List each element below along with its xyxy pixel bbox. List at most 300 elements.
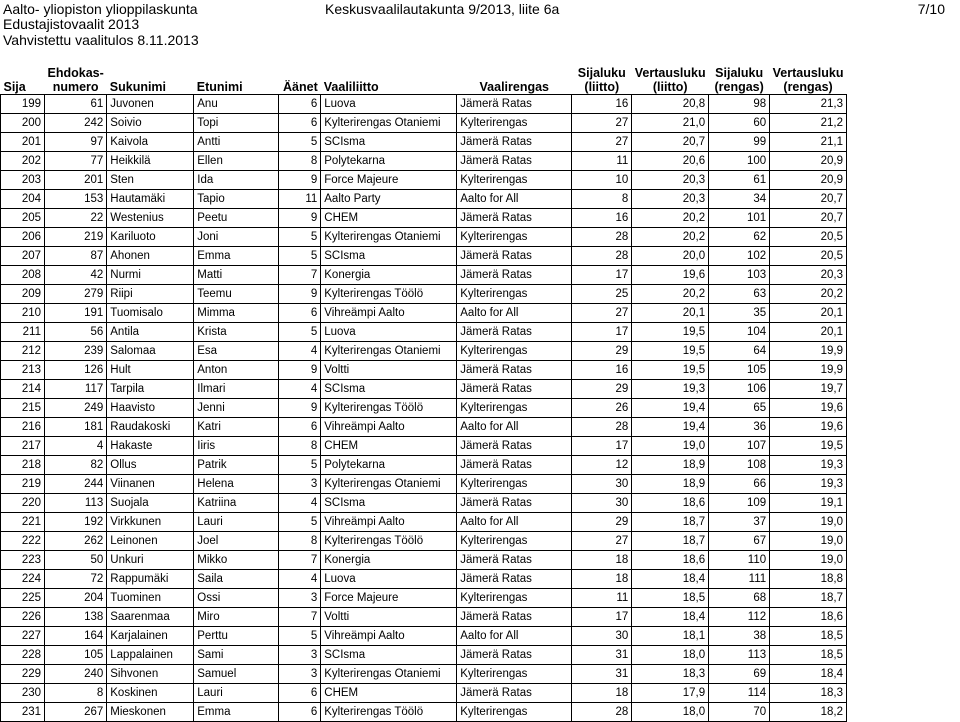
cell-aanet: 7 xyxy=(279,551,321,570)
cell-vertausluku-liitto: 20,8 xyxy=(632,95,709,114)
cell-sijaluku-liitto: 30 xyxy=(572,494,632,513)
cell-sija: 200 xyxy=(1,114,45,133)
cell-vaaliliitto: SCIsma xyxy=(321,380,457,399)
cell-ehdokasnumero: 181 xyxy=(45,418,107,437)
cell-vertausluku-rengas: 20,7 xyxy=(770,190,847,209)
cell-aanet: 7 xyxy=(279,608,321,627)
cell-vertausluku-rengas: 19,3 xyxy=(770,456,847,475)
cell-sijaluku-rengas: 114 xyxy=(709,684,770,703)
cell-vaaliliitto: Kylterirengas Otaniemi xyxy=(321,114,457,133)
cell-aanet: 8 xyxy=(279,532,321,551)
cell-vaaliliitto: CHEM xyxy=(321,684,457,703)
cell-vaalirengas: Kylterirengas xyxy=(457,475,572,494)
cell-sija: 211 xyxy=(1,323,45,342)
cell-vaaliliitto: Konergia xyxy=(321,551,457,570)
cell-aanet: 4 xyxy=(279,494,321,513)
cell-sija: 204 xyxy=(1,190,45,209)
cell-sukunimi: Kaivola xyxy=(107,133,194,152)
cell-vaalirengas: Jämerä Ratas xyxy=(457,570,572,589)
cell-vertausluku-liitto: 18,3 xyxy=(632,665,709,684)
table-row xyxy=(1,646,847,665)
cell-ehdokasnumero: 192 xyxy=(45,513,107,532)
cell-sukunimi: Sihvonen xyxy=(107,665,194,684)
table-row xyxy=(1,570,847,589)
cell-vaaliliitto: Konergia xyxy=(321,266,457,285)
cell-sijaluku-rengas: 108 xyxy=(709,456,770,475)
cell-aanet: 6 xyxy=(279,418,321,437)
cell-vaaliliitto: Polytekarna xyxy=(321,456,457,475)
cell-aanet: 9 xyxy=(279,285,321,304)
cell-sijaluku-rengas: 68 xyxy=(709,589,770,608)
cell-ehdokasnumero: 72 xyxy=(45,570,107,589)
cell-sija: 223 xyxy=(1,551,45,570)
cell-sija: 210 xyxy=(1,304,45,323)
cell-sukunimi: Hakaste xyxy=(107,437,194,456)
cell-vaalirengas: Jämerä Ratas xyxy=(457,133,572,152)
cell-sija: 225 xyxy=(1,589,45,608)
cell-sijaluku-rengas: 111 xyxy=(709,570,770,589)
cell-vertausluku-liitto: 19,6 xyxy=(632,266,709,285)
cell-sijaluku-liitto: 27 xyxy=(572,532,632,551)
cell-sija: 207 xyxy=(1,247,45,266)
table-row xyxy=(1,665,847,684)
cell-sijaluku-liitto: 18 xyxy=(572,570,632,589)
cell-ehdokasnumero: 244 xyxy=(45,475,107,494)
table-row xyxy=(1,266,847,285)
cell-vertausluku-liitto: 20,2 xyxy=(632,228,709,247)
cell-vaalirengas: Jämerä Ratas xyxy=(457,152,572,171)
cell-etunimi: Perttu xyxy=(194,627,279,646)
cell-vertausluku-rengas: 18,5 xyxy=(770,627,847,646)
cell-vertausluku-rengas: 19,5 xyxy=(770,437,847,456)
cell-sukunimi: Haavisto xyxy=(107,399,194,418)
table-row xyxy=(1,171,847,190)
cell-vaalirengas: Aalto for All xyxy=(457,418,572,437)
cell-sukunimi: Hautamäki xyxy=(107,190,194,209)
cell-sijaluku-liitto: 28 xyxy=(572,703,632,722)
cell-etunimi: Peetu xyxy=(194,209,279,228)
cell-aanet: 4 xyxy=(279,380,321,399)
cell-etunimi: Ellen xyxy=(194,152,279,171)
cell-sukunimi: Nurmi xyxy=(107,266,194,285)
table-row xyxy=(1,304,847,323)
cell-etunimi: Patrik xyxy=(194,456,279,475)
table-row xyxy=(1,190,847,209)
table-row xyxy=(1,684,847,703)
cell-vertausluku-rengas: 19,6 xyxy=(770,418,847,437)
result-status: Vahvistettu vaalitulos 8.11.2013 xyxy=(3,32,199,48)
cell-sija: 206 xyxy=(1,228,45,247)
cell-sukunimi: Tarpila xyxy=(107,380,194,399)
cell-vaaliliitto: SCIsma xyxy=(321,494,457,513)
cell-sijaluku-liitto: 29 xyxy=(572,342,632,361)
cell-vaalirengas: Jämerä Ratas xyxy=(457,380,572,399)
table-row xyxy=(1,285,847,304)
cell-etunimi: Tapio xyxy=(194,190,279,209)
cell-vertausluku-liitto: 17,9 xyxy=(632,684,709,703)
cell-etunimi: Krista xyxy=(194,323,279,342)
cell-sukunimi: Kariluoto xyxy=(107,228,194,247)
cell-vaaliliitto: Kylterirengas Otaniemi xyxy=(321,228,457,247)
cell-sija: 205 xyxy=(1,209,45,228)
cell-vertausluku-liitto: 19,4 xyxy=(632,399,709,418)
cell-vaaliliitto: Luova xyxy=(321,323,457,342)
cell-ehdokasnumero: 8 xyxy=(45,684,107,703)
cell-vaaliliitto: CHEM xyxy=(321,209,457,228)
cell-vertausluku-rengas: 19,9 xyxy=(770,361,847,380)
table-row xyxy=(1,228,847,247)
cell-sijaluku-liitto: 16 xyxy=(572,361,632,380)
col-header-aanet: Äänet xyxy=(279,59,321,95)
cell-etunimi: Joel xyxy=(194,532,279,551)
cell-sijaluku-liitto: 10 xyxy=(572,171,632,190)
table-row xyxy=(1,608,847,627)
cell-vaaliliitto: Vihreämpi Aalto xyxy=(321,304,457,323)
table-header-row xyxy=(1,59,847,95)
col-header-vaaliliitto: Vaaliliitto xyxy=(321,59,457,95)
cell-vaalirengas: Jämerä Ratas xyxy=(457,437,572,456)
cell-sija: 199 xyxy=(1,95,45,114)
cell-vaalirengas: Kylterirengas xyxy=(457,171,572,190)
cell-sijaluku-rengas: 98 xyxy=(709,95,770,114)
cell-sija: 203 xyxy=(1,171,45,190)
cell-aanet: 8 xyxy=(279,437,321,456)
cell-vaalirengas: Jämerä Ratas xyxy=(457,684,572,703)
cell-sijaluku-liitto: 28 xyxy=(572,247,632,266)
cell-sijaluku-liitto: 27 xyxy=(572,114,632,133)
cell-sijaluku-rengas: 36 xyxy=(709,418,770,437)
cell-vaaliliitto: Vihreämpi Aalto xyxy=(321,418,457,437)
cell-aanet: 3 xyxy=(279,646,321,665)
cell-aanet: 5 xyxy=(279,228,321,247)
table-row xyxy=(1,152,847,171)
cell-sijaluku-rengas: 103 xyxy=(709,266,770,285)
cell-vaaliliitto: Kylterirengas Töölö xyxy=(321,399,457,418)
cell-vaaliliitto: Vihreämpi Aalto xyxy=(321,627,457,646)
cell-vaalirengas: Jämerä Ratas xyxy=(457,494,572,513)
cell-vaalirengas: Jämerä Ratas xyxy=(457,361,572,380)
cell-sijaluku-liitto: 11 xyxy=(572,152,632,171)
cell-vertausluku-rengas: 18,5 xyxy=(770,646,847,665)
cell-vaalirengas: Jämerä Ratas xyxy=(457,323,572,342)
cell-sijaluku-rengas: 60 xyxy=(709,114,770,133)
cell-aanet: 6 xyxy=(279,684,321,703)
cell-vertausluku-liitto: 19,5 xyxy=(632,323,709,342)
cell-sijaluku-liitto: 17 xyxy=(572,437,632,456)
cell-ehdokasnumero: 113 xyxy=(45,494,107,513)
cell-sija: 201 xyxy=(1,133,45,152)
cell-vertausluku-rengas: 20,1 xyxy=(770,323,847,342)
cell-sukunimi: Mieskonen xyxy=(107,703,194,722)
cell-sukunimi: Hult xyxy=(107,361,194,380)
cell-aanet: 3 xyxy=(279,475,321,494)
cell-vertausluku-rengas: 19,0 xyxy=(770,551,847,570)
cell-sija: 218 xyxy=(1,456,45,475)
cell-sijaluku-liitto: 18 xyxy=(572,684,632,703)
cell-vaalirengas: Aalto for All xyxy=(457,513,572,532)
cell-etunimi: Katri xyxy=(194,418,279,437)
cell-sijaluku-liitto: 17 xyxy=(572,323,632,342)
table-row xyxy=(1,418,847,437)
cell-etunimi: Jenni xyxy=(194,399,279,418)
cell-vertausluku-rengas: 20,3 xyxy=(770,266,847,285)
cell-sijaluku-liitto: 28 xyxy=(572,418,632,437)
cell-vertausluku-liitto: 18,6 xyxy=(632,551,709,570)
cell-ehdokasnumero: 240 xyxy=(45,665,107,684)
cell-sija: 221 xyxy=(1,513,45,532)
cell-ehdokasnumero: 4 xyxy=(45,437,107,456)
cell-sijaluku-liitto: 31 xyxy=(572,665,632,684)
table-row xyxy=(1,342,847,361)
cell-vaaliliitto: Force Majeure xyxy=(321,171,457,190)
cell-sukunimi: Westenius xyxy=(107,209,194,228)
cell-sija: 220 xyxy=(1,494,45,513)
cell-etunimi: Ilmari xyxy=(194,380,279,399)
cell-sukunimi: Unkuri xyxy=(107,551,194,570)
cell-vertausluku-rengas: 18,4 xyxy=(770,665,847,684)
cell-vertausluku-liitto: 20,2 xyxy=(632,285,709,304)
cell-sijaluku-rengas: 37 xyxy=(709,513,770,532)
cell-ehdokasnumero: 267 xyxy=(45,703,107,722)
document-title: Keskusvaalilautakunta 9/2013, liite 6a xyxy=(325,1,560,17)
table-row xyxy=(1,323,847,342)
cell-aanet: 5 xyxy=(279,133,321,152)
cell-ehdokasnumero: 105 xyxy=(45,646,107,665)
cell-vertausluku-liitto: 18,7 xyxy=(632,532,709,551)
cell-sijaluku-rengas: 61 xyxy=(709,171,770,190)
cell-aanet: 5 xyxy=(279,247,321,266)
cell-ehdokasnumero: 50 xyxy=(45,551,107,570)
cell-sijaluku-rengas: 65 xyxy=(709,399,770,418)
cell-ehdokasnumero: 262 xyxy=(45,532,107,551)
cell-ehdokasnumero: 239 xyxy=(45,342,107,361)
cell-vertausluku-liitto: 18,9 xyxy=(632,475,709,494)
cell-ehdokasnumero: 138 xyxy=(45,608,107,627)
cell-aanet: 6 xyxy=(279,703,321,722)
cell-vertausluku-rengas: 19,7 xyxy=(770,380,847,399)
cell-ehdokasnumero: 117 xyxy=(45,380,107,399)
col-header-vertausluku-liitto: Vertausluku (liitto) xyxy=(632,59,709,95)
cell-vertausluku-rengas: 21,1 xyxy=(770,133,847,152)
cell-vaalirengas: Kylterirengas xyxy=(457,342,572,361)
cell-sijaluku-rengas: 35 xyxy=(709,304,770,323)
cell-sukunimi: Ollus xyxy=(107,456,194,475)
cell-vertausluku-rengas: 20,5 xyxy=(770,247,847,266)
col-header-vaalirengas: Vaalirengas xyxy=(457,59,572,95)
cell-vaaliliitto: Kylterirengas Otaniemi xyxy=(321,342,457,361)
cell-sija: 228 xyxy=(1,646,45,665)
cell-sija: 231 xyxy=(1,703,45,722)
cell-etunimi: Ossi xyxy=(194,589,279,608)
cell-sijaluku-rengas: 67 xyxy=(709,532,770,551)
cell-sukunimi: Antila xyxy=(107,323,194,342)
cell-vertausluku-rengas: 18,3 xyxy=(770,684,847,703)
cell-etunimi: Iiris xyxy=(194,437,279,456)
cell-ehdokasnumero: 242 xyxy=(45,114,107,133)
table-row xyxy=(1,95,847,114)
cell-vertausluku-rengas: 19,6 xyxy=(770,399,847,418)
cell-ehdokasnumero: 279 xyxy=(45,285,107,304)
cell-vertausluku-liitto: 18,0 xyxy=(632,646,709,665)
cell-sijaluku-liitto: 11 xyxy=(572,589,632,608)
cell-vertausluku-liitto: 19,5 xyxy=(632,361,709,380)
cell-aanet: 5 xyxy=(279,513,321,532)
table-row xyxy=(1,114,847,133)
cell-sijaluku-liitto: 12 xyxy=(572,456,632,475)
cell-sijaluku-rengas: 113 xyxy=(709,646,770,665)
cell-vertausluku-liitto: 19,5 xyxy=(632,342,709,361)
cell-ehdokasnumero: 204 xyxy=(45,589,107,608)
cell-vertausluku-liitto: 20,7 xyxy=(632,133,709,152)
cell-sijaluku-liitto: 27 xyxy=(572,133,632,152)
cell-aanet: 5 xyxy=(279,456,321,475)
cell-sija: 212 xyxy=(1,342,45,361)
cell-sukunimi: Riipi xyxy=(107,285,194,304)
cell-vaalirengas: Jämerä Ratas xyxy=(457,551,572,570)
cell-aanet: 5 xyxy=(279,627,321,646)
cell-etunimi: Helena xyxy=(194,475,279,494)
cell-sijaluku-rengas: 99 xyxy=(709,133,770,152)
cell-sijaluku-liitto: 25 xyxy=(572,285,632,304)
cell-vertausluku-rengas: 18,6 xyxy=(770,608,847,627)
cell-aanet: 8 xyxy=(279,152,321,171)
cell-vertausluku-liitto: 18,5 xyxy=(632,589,709,608)
cell-sija: 215 xyxy=(1,399,45,418)
cell-vertausluku-rengas: 20,9 xyxy=(770,171,847,190)
cell-sijaluku-rengas: 110 xyxy=(709,551,770,570)
cell-sukunimi: Juvonen xyxy=(107,95,194,114)
cell-sija: 226 xyxy=(1,608,45,627)
cell-etunimi: Antti xyxy=(194,133,279,152)
cell-ehdokasnumero: 97 xyxy=(45,133,107,152)
cell-aanet: 3 xyxy=(279,665,321,684)
cell-vaalirengas: Jämerä Ratas xyxy=(457,95,572,114)
cell-sukunimi: Tuomisalo xyxy=(107,304,194,323)
cell-aanet: 6 xyxy=(279,95,321,114)
cell-vaaliliitto: Force Majeure xyxy=(321,589,457,608)
cell-vertausluku-liitto: 18,1 xyxy=(632,627,709,646)
cell-sijaluku-rengas: 109 xyxy=(709,494,770,513)
cell-sijaluku-liitto: 29 xyxy=(572,380,632,399)
cell-sijaluku-liitto: 16 xyxy=(572,209,632,228)
cell-etunimi: Esa xyxy=(194,342,279,361)
cell-vaalirengas: Kylterirengas xyxy=(457,703,572,722)
cell-etunimi: Topi xyxy=(194,114,279,133)
cell-vertausluku-rengas: 20,7 xyxy=(770,209,847,228)
cell-ehdokasnumero: 164 xyxy=(45,627,107,646)
cell-ehdokasnumero: 191 xyxy=(45,304,107,323)
cell-sijaluku-liitto: 17 xyxy=(572,266,632,285)
cell-etunimi: Sami xyxy=(194,646,279,665)
cell-aanet: 9 xyxy=(279,209,321,228)
cell-sijaluku-liitto: 8 xyxy=(572,190,632,209)
cell-vertausluku-rengas: 19,9 xyxy=(770,342,847,361)
cell-vaaliliitto: SCIsma xyxy=(321,133,457,152)
col-header-sijaluku-rengas: Sijaluku (rengas) xyxy=(709,59,770,95)
cell-sijaluku-liitto: 27 xyxy=(572,304,632,323)
cell-vertausluku-rengas: 18,8 xyxy=(770,570,847,589)
table-body xyxy=(1,95,847,722)
cell-sukunimi: Koskinen xyxy=(107,684,194,703)
cell-vertausluku-rengas: 20,9 xyxy=(770,152,847,171)
cell-vertausluku-liitto: 18,9 xyxy=(632,456,709,475)
cell-sijaluku-rengas: 70 xyxy=(709,703,770,722)
cell-ehdokasnumero: 22 xyxy=(45,209,107,228)
cell-etunimi: Samuel xyxy=(194,665,279,684)
col-header-sijaluku-liitto: Sijaluku (liitto) xyxy=(572,59,632,95)
cell-etunimi: Mikko xyxy=(194,551,279,570)
cell-etunimi: Lauri xyxy=(194,684,279,703)
col-header-etunimi: Etunimi xyxy=(194,59,279,95)
cell-sukunimi: Heikkilä xyxy=(107,152,194,171)
col-header-vertausluku-rengas: Vertausluku (rengas) xyxy=(770,59,847,95)
cell-sijaluku-liitto: 31 xyxy=(572,646,632,665)
cell-vaalirengas: Kylterirengas xyxy=(457,589,572,608)
table-row xyxy=(1,475,847,494)
cell-ehdokasnumero: 82 xyxy=(45,456,107,475)
cell-etunimi: Mimma xyxy=(194,304,279,323)
cell-ehdokasnumero: 153 xyxy=(45,190,107,209)
cell-vertausluku-rengas: 18,2 xyxy=(770,703,847,722)
table-row xyxy=(1,399,847,418)
cell-sijaluku-rengas: 62 xyxy=(709,228,770,247)
table-row xyxy=(1,551,847,570)
cell-etunimi: Miro xyxy=(194,608,279,627)
organization-name: Aalto- yliopiston ylioppilaskunta xyxy=(3,1,198,17)
cell-vertausluku-rengas: 21,3 xyxy=(770,95,847,114)
cell-vaaliliitto: Kylterirengas Töölö xyxy=(321,285,457,304)
cell-vaaliliitto: CHEM xyxy=(321,437,457,456)
cell-vaalirengas: Kylterirengas xyxy=(457,665,572,684)
cell-vaalirengas: Jämerä Ratas xyxy=(457,456,572,475)
cell-sukunimi: Lappalainen xyxy=(107,646,194,665)
cell-sija: 219 xyxy=(1,475,45,494)
cell-vertausluku-rengas: 19,1 xyxy=(770,494,847,513)
cell-sija: 208 xyxy=(1,266,45,285)
cell-sijaluku-rengas: 101 xyxy=(709,209,770,228)
table-row xyxy=(1,380,847,399)
cell-sukunimi: Karjalainen xyxy=(107,627,194,646)
cell-sukunimi: Salomaa xyxy=(107,342,194,361)
cell-vaalirengas: Kylterirengas xyxy=(457,114,572,133)
cell-etunimi: Emma xyxy=(194,247,279,266)
cell-ehdokasnumero: 201 xyxy=(45,171,107,190)
election-name: Edustajistovaalit 2013 xyxy=(3,16,140,32)
cell-etunimi: Matti xyxy=(194,266,279,285)
cell-aanet: 3 xyxy=(279,589,321,608)
table-row xyxy=(1,627,847,646)
cell-sukunimi: Leinonen xyxy=(107,532,194,551)
cell-sijaluku-liitto: 16 xyxy=(572,95,632,114)
cell-sija: 227 xyxy=(1,627,45,646)
cell-sijaluku-rengas: 105 xyxy=(709,361,770,380)
cell-vaaliliitto: Kylterirengas Töölö xyxy=(321,532,457,551)
cell-vertausluku-liitto: 19,4 xyxy=(632,418,709,437)
cell-vertausluku-liitto: 18,4 xyxy=(632,570,709,589)
cell-vaaliliitto: Voltti xyxy=(321,361,457,380)
cell-sijaluku-liitto: 29 xyxy=(572,513,632,532)
cell-sijaluku-liitto: 30 xyxy=(572,475,632,494)
cell-vertausluku-liitto: 19,0 xyxy=(632,437,709,456)
cell-vertausluku-rengas: 19,0 xyxy=(770,532,847,551)
cell-vertausluku-liitto: 20,1 xyxy=(632,304,709,323)
table-row xyxy=(1,494,847,513)
cell-sijaluku-rengas: 102 xyxy=(709,247,770,266)
cell-vaaliliitto: Vihreämpi Aalto xyxy=(321,513,457,532)
cell-vaalirengas: Jämerä Ratas xyxy=(457,247,572,266)
cell-aanet: 4 xyxy=(279,342,321,361)
cell-sijaluku-rengas: 38 xyxy=(709,627,770,646)
